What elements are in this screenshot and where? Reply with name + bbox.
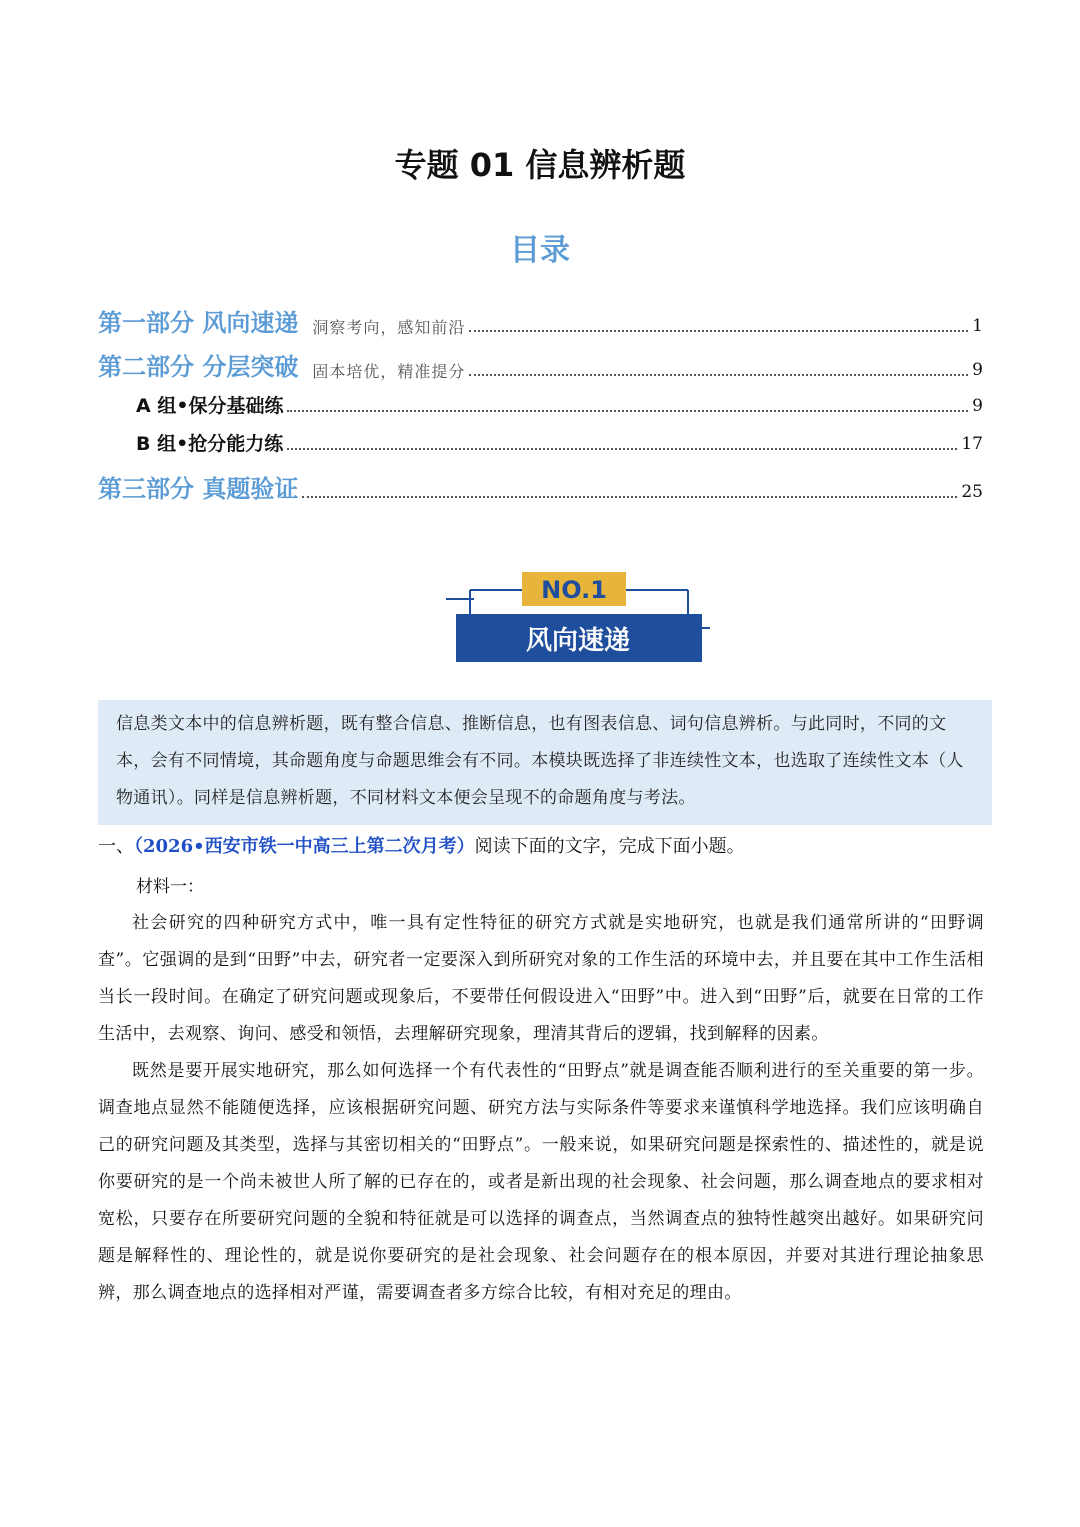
toc-entry-subtitle: 洞察考向，感知前沿	[312, 318, 466, 337]
toc-entry-label: B 组•抢分能力练	[136, 433, 284, 455]
question-header	[98, 832, 988, 862]
toc-entry-label: 第三部分 真题验证	[98, 475, 299, 503]
banner-number: NO.1	[541, 576, 607, 604]
material-paragraph: 社会研究的四种研究方式中，唯一具有定性特征的研究方式就是实地研究，也就是我们通常所讲的“田野调查”。它强调的是到“田野”中去，研究者一定要深入到所研究对象的工作生活的环境中去，并且要在其中工作生活相当长一段时间。在确定了研究问题或现象后，不要带任何假设进入“田野”中。进入到“田野”后，就要在日常的工作生活中，去观察、询问、感受和领悟，去理解研究现象，理清其背后的逻辑，找到解释的因素。	[98, 913, 984, 1044]
section-banner	[440, 570, 720, 670]
toc-entry-page: 25	[961, 482, 983, 502]
toc-entry[interactable]	[98, 469, 983, 504]
toc-entry[interactable]	[98, 303, 983, 338]
toc-leader-dots	[287, 447, 957, 450]
material-paragraph: 既然是要开展实地研究，那么如何选择一个有代表性的“田野点”就是调查能否顺利进行的至关重要的第一步。调查地点显然不能随便选择，应该根据研究问题、研究方法与实际条件等要求来谨慎科学地选择。我们应该明确自己的研究问题及其类型，选择与其密切相关的“田野点”。一般来说，如果研究问题是探索性的、描述性的，就是说你要研究的是一个尚未被世人所了解的已存在的，或者是新出现的社会现象、社会问题，那么调查地点的要求相对宽松，只要存在所要研究问题的全貌和特征就是可以选择的调查点，当然调查点的独特性越突出越好。如果研究问题是解释性的、理论性的，就是说你要研究的是社会现象、社会问题存在的根本原因，并要对其进行理论抽象思辨，那么调查地点的选择相对严谨，需要调查者多方综合比较，有相对充足的理由。	[98, 1061, 984, 1303]
toc-entry-page: 1	[972, 316, 983, 336]
toc-entry[interactable]	[136, 429, 983, 456]
toc-leader-dots	[302, 495, 957, 498]
toc-leader-dots	[287, 409, 968, 412]
toc-entry-page: 9	[972, 396, 983, 416]
toc-entry[interactable]	[136, 391, 983, 418]
toc-entry-label: 第二部分 分层突破	[98, 353, 299, 381]
banner-title: 风向速递	[525, 626, 631, 656]
question-instruction: 阅读下面的文字，完成下面小题。	[474, 836, 745, 857]
document-title: 专题 01 信息辨析题	[394, 146, 686, 184]
toc-entry-label: A 组•保分基础练	[136, 395, 284, 417]
question-source: （2026•西安市铁一中高三上第二次月考）	[134, 836, 475, 857]
toc-entry[interactable]	[98, 347, 983, 382]
question-number: 一、	[98, 836, 134, 857]
toc-heading: 目录	[510, 233, 570, 268]
toc-leader-dots	[469, 329, 968, 332]
toc-entry-page: 9	[972, 360, 983, 380]
intro-box: 信息类文本中的信息辨析题，既有整合信息、推断信息，也有图表信息、词句信息辨析。与此同时，不同的文本，会有不同情境，其命题角度与命题思维会有不同。本模块既选择了非连续性文本，也选取了连续性文本（人物通讯）。同样是信息辨析题，不同材料文本便会呈现不的命题角度与考法。	[98, 700, 992, 825]
material-label: 材料一：	[136, 877, 204, 897]
toc-leader-dots	[469, 373, 968, 376]
toc-entry-subtitle: 固本培优，精准提分	[312, 362, 466, 381]
material-body	[98, 905, 984, 1312]
toc-entry-page: 17	[961, 434, 983, 454]
toc-entry-label: 第一部分 风向速递	[98, 309, 299, 337]
